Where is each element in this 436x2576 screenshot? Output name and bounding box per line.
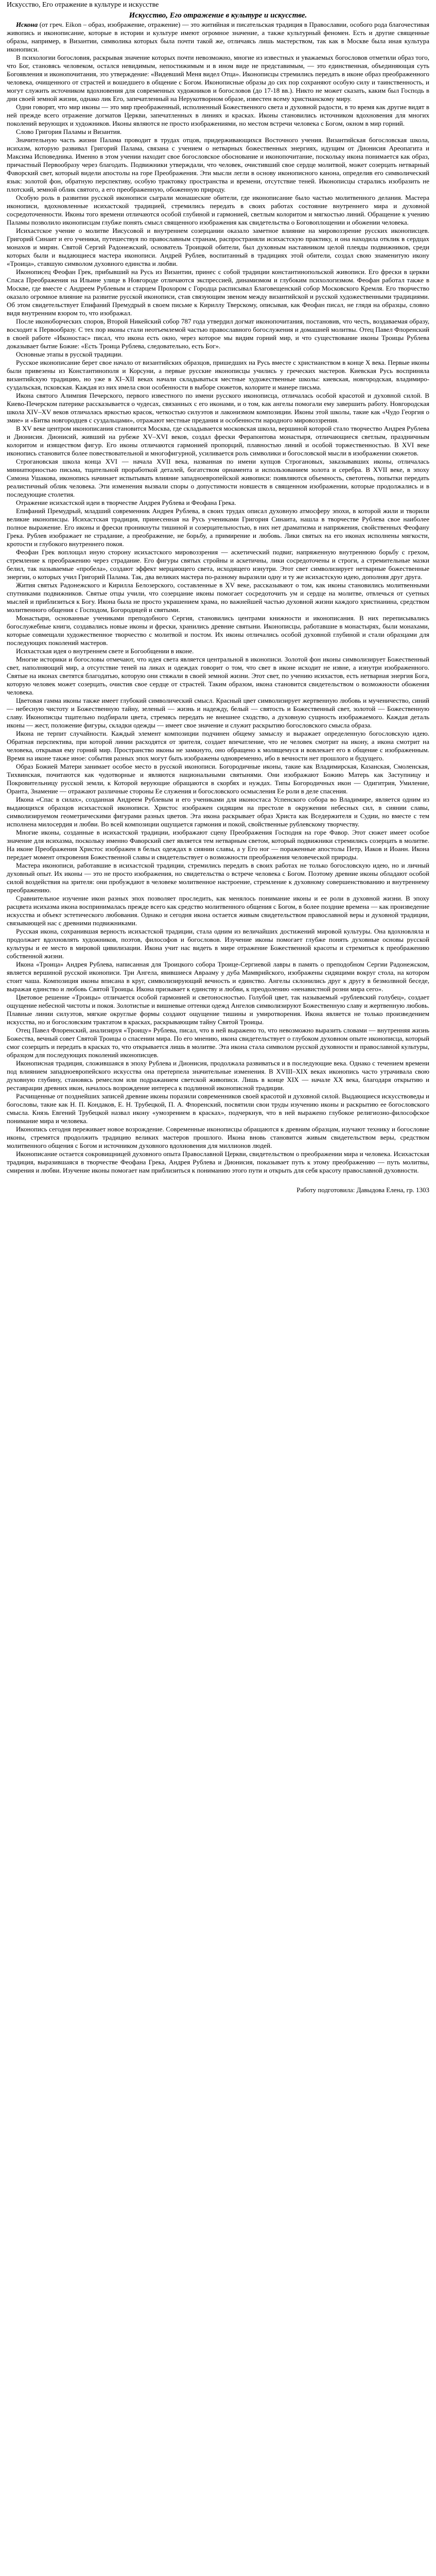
- paragraph: [7, 359, 429, 392]
- paragraph: [7, 697, 429, 730]
- paragraph-text: Многие иконы, созданные в исихастской традиции, изображают сцену Преображения Господня на горе Фавор. Этот сюжет имеет особое значение для исихазма, поскольку именно Фаворский свет является тем нетварным светом, который подвижники стремились созерцать в молитве. На иконе Преображения Христос изображен в белых одеждах в сиянии славы, а у Его ног — пораженные апостолы Петр, Иаков и Иоанн. Икона передает момент откровения Божественной славы и свидетельствует о возможности преображения человеческой природы.: [7, 828, 429, 861]
- paragraph-text: Монастыри, основанные учениками преподобного Сергия, становились центрами книжности и иконописания. В них переписывались богослужебные книги, создавались новые иконы и фрески, хранились древние святыни. Иконописцы, работавшие в монастырях, были монахами, которые совмещали художественное творчество с молитвой и постом. Их иконы отличались особой духовной глубиной и стали образцами для последующих поколений мастеров.: [7, 614, 429, 647]
- paragraph: [7, 499, 429, 507]
- paragraph-text: Одни говорят, что мир иконы — это мир преображенный, исполненный Божественного света и духовной радости, в то время как другие видят в ней прежде всего отражение догматов Церкви, запечатленных в линиях и красках. Иконы становились источником вдохновения для многих поколений верующих и художников. Иконы являются не просто изображениями, но местом встречи человека с Богом, окном в мир горний.: [7, 103, 429, 127]
- paragraph: [7, 350, 429, 359]
- paragraph-text: Цветовая гамма иконы также имеет глубокий символический смысл. Красный цвет символизирует жертвенную любовь и мученичество, синий — небесную чистоту и Божественную тайну, зеленый — жизнь и надежду, белый — святость и Божественный свет, золотой — Божественную славу. Иконописцы тщательно подбирали цвета, стремясь передать не внешнее сходство, а духовную сущность изображаемого. Каждая деталь иконы — жест, положение фигуры, складки одежды — имеет свое значение и служит раскрытию богословского смысла образа.: [7, 697, 429, 729]
- paragraph: [7, 581, 429, 614]
- paragraph: [7, 136, 429, 194]
- paragraph-text: Особую роль в развитии русской иконописи сыграли монашеские обители, где иконописание было частью молитвенного делания. Мастера иконописи, вдохновленные исихастской традицией, стремились передать в своих работах состояние внутреннего мира и духовной сосредоточенности. Иконы того времени отличаются особой глубиной и гармонией, светлым колоритом и мягкостью линий. Обращение к учению Паламы позволило иконописцам глубже понять смысл священного изображения как свидетельства о Боговоплощении и обожении человека.: [7, 194, 429, 226]
- paragraph-text: Расчищенные от позднейших записей древние иконы поразили современников своей красотой и духовной силой. Выдающиеся искусствоведы и богословы, такие как Н. П. Кондаков, Е. Н. Трубецкой, П. А. Флоренский, посвятили свои труды изучению иконы и раскрытию ее богословского смысла. Князь Евгений Трубецкой назвал икону «умозрением в красках», подчеркнув, что в ней выражено глубокое религиозно-философское понимание мира и человека.: [7, 1092, 429, 1125]
- paragraph-text: Икона «Троица» Андрея Рублева, написанная для Троицкого собора Троице-Сергиевой лавры в память о преподобном Сергии Радонежском, является вершиной русской иконописи. Три Ангела, явившиеся Аврааму у дуба Мамврийского, изображены сидящими вокруг стола, на котором стоит чаша. Композиция иконы вписана в круг, символизирующий вечность и единство. Ангелы склонились друг к другу в безмолвной беседе, выражая единство и любовь Святой Троицы. Икона призывает к единству и любви, к преодолению «ненавистной розни мира сего».: [7, 960, 429, 993]
- paragraph-text: Икона не терпит случайности. Каждый элемент композиции подчинен общему замыслу и выражает определенную богословскую идею. Обратная перспектива, при которой линии расходятся от зрителя, создает впечатление, что не человек смотрит на икону, а икона смотрит на человека, открывая ему горний мир. Пространство иконы не замкнуто, оно обращено к молящемуся и вовлекает его в общение с изображенным. Время на иконе также иное: события разных эпох могут быть изображены одновременно, ибо в вечности нет прошлого и будущего.: [7, 730, 429, 762]
- paragraph-text: В психологии богословия, раскрывая значение которых почти невозможно, многие из известных и уважаемых богословов отметили образ того, что Бог, становясь человеком, остался невидимым, непостижимым и в ином виде не представимым, — это единственная, объединяющая суть Богоявления и иконопочитания, это утверждение: «Видевший Меня видел Отца». Иконописцы стремились передать в иконе образ преображенного человека, очищенного от страстей и вошедшего в общение с Богом. Иконописные образы до сих пор сохраняют особую силу и таинственность, и могут служить источником вдохновения для современных художников и богословов (до 17-18 вв.). Никто не может сказать, каким был Господь в дни своей земной жизни, однако лик Его, запечатленный на Нерукотворном образе, известен всему христианскому миру.: [7, 54, 429, 103]
- paragraph-text: Основные этапы в русской традиции.: [16, 350, 123, 358]
- author-signature: Работу подготовила: Давыдова Елена, гр. 1303: [297, 1186, 429, 1194]
- paragraph-text: Феофан Грек воплощал иную сторону исихастского мировоззрения — аскетический подвиг, напряженную внутреннюю борьбу с грехом, стремление к преображению через страдание. Его фигуры святых стройны и аскетичны, лики сосредоточены и строги, а стремительные мазки белил, так называемые «пробела», создают эффект мерцающего света, исходящего изнутри. Этот свет символизирует нетварные божественные энергии, о которых учил Григорий Палама. Так, два великих мастера по-разному выразили одну и ту же исихастскую идею, дополняя друг друга.: [7, 548, 429, 581]
- paragraph: [7, 227, 429, 268]
- paragraph: [7, 1125, 429, 1150]
- paragraph-text: Отец Павел Флоренский, анализируя «Троицу» Рублева, писал, что в ней выражено то, что невозможно выразить словами — внутренняя жизнь Божества, вечный совет Святой Троицы о спасении мира. По его мнению, икона свидетельствует о глубоком духовном опыте иконописца, который смог созерцать и передать в красках то, что открывается лишь в молитве. Эта икона стала символом русской духовности и православной культуры, образцом для последующих поколений иконописцев.: [7, 1026, 429, 1059]
- paragraph-text: Русское иконописание берет свое начало от византийских образцов, пришедших на Русь вместе с христианством в конце X века. Первые иконы были привезены из Константинополя и Корсуни, а первые русские иконописцы учились у греческих мастеров. Киевская Русь восприняла византийскую традицию, но уже в XI–XII веках начали складываться местные художественные школы: киевская, новгородская, владимиро-суздальская, псковская. Каждая из них имела свои особенности в выборе сюжетов, колорите и манере письма.: [7, 359, 429, 391]
- paragraph: [7, 1092, 429, 1125]
- paragraph-text: Значительную часть жизни Палама проводит в трудах отцов, придерживающихся Восточного учения. Византийская богословская школа, исихазм, которую развивал Григорий Палама, связана с учением о нетварных божественных энергиях, идущим от Дионисия Ареопагита и Максима Исповедника. Именно в этом учении находит свое богословское обоснование и иконопочитание, поскольку икона понимается как образ, причастный Первообразу через благодать. Подвижники утверждали, что человек, очистивший свое сердце молитвой, может созерцать нетварный Фаворский свет, который видели апостолы на горе Преображения. Эти мысли легли в основу иконописного канона, определив его символический язык: золотой фон, обратную перспективу, особую трактовку пространства и времени, отсутствие теней. Иконописцы старались изобразить не плотский, земной облик святого, а его преображенную, обоженную природу.: [7, 136, 429, 193]
- paragraph: [7, 54, 429, 103]
- paragraph-text: Икона святого Алимпия Печерского, первого известного по имени русского иконописца, отличалась особой красотой и духовной силой. В Киево-Печерском патерике рассказывается о чудесах, связанных с его иконами, и о том, как ангелы помогали ему завершить работу. Новгородская школа XIV–XV веков отличалась яркостью красок, четкостью силуэтов и лаконизмом композиции. Иконы этой школы, такие как «Чудо Георгия о змие» и «Битва новгородцев с суздальцами», отражают местные предания и особенности народного мировоззрения.: [7, 392, 429, 424]
- paragraph: [7, 1026, 429, 1059]
- paragraph-text: После иконоборческих споров, Второй Никейский собор 787 года утвердил догмат иконопочитания, постановив, что честь, воздаваемая образу, восходит к Первообразу. С тех пор иконы стали неотъемлемой частью православного богослужения и домашней молитвы. Отец Павел Флоренский в своей работе «Иконостас» писал, что икона есть окно, через которое мы видим горний мир, и что существование иконы Троицы Рублева доказывает бытие Божие: «Есть Троица Рублева, следовательно, есть Бог».: [7, 317, 429, 350]
- paragraph: [7, 103, 429, 128]
- paragraph: [7, 762, 429, 795]
- document-body: [7, 21, 429, 1175]
- paragraph: [7, 614, 429, 647]
- paragraph: [7, 927, 429, 960]
- paragraph: [7, 457, 429, 499]
- paragraph: [7, 317, 429, 350]
- paragraph-text: Сравнительное изучение икон разных эпох позволяет проследить, как менялось понимание иконы и ее роли в духовной жизни. В эпоху расцвета исихазма икона воспринималась прежде всего как средство молитвенного общения с Богом, в более поздние времена — как произведение искусства и объект эстетического любования. Однако и сегодня икона остается живым свидетельством православной веры и духовной традиции, связывающей нас с древними подвижниками.: [7, 894, 429, 927]
- paragraph-text: Епифаний Премудрый, младший современник Андрея Рублева, в своих трудах описал духовную атмосферу эпохи, в которой жили и творили великие иконописцы. Исихастская традиция, принесенная на Русь учениками Григория Синаита, нашла в творчестве Рублева свое наиболее полное выражение. Его иконы и фрески проникнуты тишиной и созерцательностью, в них нет драматизма и напряжения, свойственных Феофану Грека. Рублев изображает не страдание, а преображение, не борьбу, а примирение и любовь. Лики святых на его иконах исполнены мягкости, кротости и глубокого внутреннего покоя.: [7, 507, 429, 548]
- paragraph: [7, 1059, 429, 1092]
- page-title: Искусство, Его отражение в культуре и искусстве: [7, 1, 159, 9]
- paragraph: [7, 548, 429, 581]
- paragraph-text: Иконописная традиция, сложившаяся в эпоху Рублева и Дионисия, продолжала развиваться и в последующие века. Однако с течением времени под влиянием западноевропейского искусства она претерпела значительные изменения. В XVIII–XIX веках иконопись часто утрачивала свою духовную глубину, становясь ремеслом или подражанием светской живописи. Лишь в конце XIX — начале XX века, благодаря открытию и реставрации древних икон, началось возрождение интереса к подлинной иконописной традиции.: [7, 1059, 429, 1092]
- paragraph: [7, 795, 429, 828]
- paragraph-text: Цветовое решение «Троицы» отличается особой гармонией и светоносностью. Голубой цвет, так называемый «рублевский голубец», создает ощущение небесной чистоты и покоя. Золотистые и вишневые оттенки одежд Ангелов символизируют Божественную славу и жертвенную любовь. Плавные линии силуэтов, мягкие округлые формы создают ощущение тишины и умиротворения. Икона является не только произведением искусства, но и богословским трактатом в красках, раскрывающим тайну Святой Троицы.: [7, 993, 429, 1026]
- paragraph-text: Мастера иконописи, работавшие в исихастской традиции, стремились передать в своих работах не только богословскую идею, но и личный духовный опыт. Их иконы — это не просто изображения, но свидетельства о встрече человека с Богом. Поэтому древние иконы обладают особой силой воздействия на зрителя: они пробуждают в человеке молитвенное настроение, стремление к духовному совершенствованию и внутреннему преображению.: [7, 861, 429, 894]
- paragraph-text: Русская икона, сохранившая верность исихастской традиции, стала одним из величайших достижений мировой культуры. Она вдохновляла и продолжает вдохновлять художников, поэтов, философов и богословов. Изучение иконы помогает глубже понять духовные основы русской культуры и ее место в мировой цивилизации. Икона учит нас видеть в мире отражение Божественной красоты и стремиться к преображению собственной жизни.: [7, 927, 429, 960]
- paragraph: [7, 828, 429, 861]
- paragraph: [7, 1150, 429, 1175]
- paragraph: [7, 647, 429, 655]
- document-page: [0, 0, 436, 1199]
- paragraph: [7, 993, 429, 1026]
- paragraph: [7, 894, 429, 927]
- paragraph: [7, 21, 429, 54]
- paragraph: [7, 194, 429, 227]
- paragraph-text: Слово Григория Паламы и Византия.: [16, 128, 122, 135]
- paragraph-text: Иконописец Феофан Грек, прибывший на Русь из Византии, принес с собой традиции константинопольской живописи. Его фрески в церкви Спаса Преображения на Ильине улице в Новгороде отличаются экспрессией, динамизмом и глубоким психологизмом. Феофан работал также в Москве, где вместе с Андреем Рублевым и старцем Прохором с Городца расписывал Благовещенский собор Московского Кремля. Его творчество оказало огромное влияние на развитие русской иконописи, став связующим звеном между византийской и русской художественными традициями. Об этом свидетельствует Епифаний Премудрый в своем письме к Кириллу Тверскому, описывая, как Феофан писал, не глядя на образцы, словно видя внутренним взором то, что изображал.: [7, 268, 429, 317]
- paragraph-text: Исихастское учение о молитве Иисусовой и внутреннем созерцании оказало заметное влияние на мировоззрение русских иконописцев. Григорий Синаит и его ученики, путешествуя по православным странам, распространяли исихастскую практику, и она находила отклик в сердцах монахов и мирян. Святой Сергий Радонежский, основатель Троицкой обители, был духовным наставником целой плеяды подвижников, среди которых были и выдающиеся мастера иконописи. Андрей Рублев, воспитанный в традициях этой обители, создал свою знаменитую икону «Троица», ставшую символом духовного единства и любви.: [7, 227, 429, 267]
- paragraph: [7, 128, 429, 136]
- paragraph: [7, 425, 429, 457]
- paragraph-text: Исихастская идея о внутреннем свете и Богообщении в иконе.: [16, 647, 194, 655]
- paragraph-text: Икона «Спас в силах», созданная Андреем Рублевым и его учениками для иконостаса Успенского собора во Владимире, является одним из выдающихся образцов исихастской иконописи. Христос изображен сидящим на престоле в окружении небесных сил, в сиянии славы, символизируемом геометрическими фигурами разных цветов. Эта икона раскрывает образ Христа как Вседержителя и Судии, но вместе с тем исполнена милосердия и любви. Во всей композиции ощущается гармония и покой, свойственные рублевскому творчеству.: [7, 795, 429, 828]
- paragraph: [7, 730, 429, 762]
- paragraph-text: (от греч. Eikon – образ, изображение, отражение) — это житийная и писательская традиция в Православии, особого рода благочестивая живопись и иконописание, которые в истории и культуре имеют огромное значение, а также культурный феномен. Есть и другие священные образы, например, в Византии, символика которых была почти такой же, отличаясь лишь мастерством, так как в Москве была иная культура иконописи.: [7, 21, 429, 53]
- paragraph: [7, 655, 429, 697]
- paragraph-text: Отражение исихастской идеи в творчестве Андрея Рублева и Феофана Грека.: [16, 499, 236, 506]
- paragraph-text: Строгановская школа конца XVI — начала XVII века, названная по имени купцов Строгановых, заказывавших иконы, отличалась миниатюрностью письма, тщательной проработкой деталей, богатством орнамента и использованием золота и серебра. В XVII веке, в эпоху Симона Ушакова, иконопись начинает испытывать влияние западноевропейской живописи: появляются объемность, светотень, попытки передать реалистичный облик человека. Эти изменения вызвали споры о допустимости новшеств в священном изображении, которые продолжались и в последующие столетия.: [7, 457, 429, 498]
- paragraph-text: В XV веке центром иконописания становится Москва, где складывается московская школа, вершиной которой стало творчество Андрея Рублева и Дионисия. Дионисий, живший на рубеже XV–XVI веков, создал фрески Ферапонтова монастыря, отличающиеся светлым, праздничным колоритом и изяществом фигур. Его иконы отличаются гармонией пропорций, плавностью линий и особой торжественностью. В XVI веке иконопись становится более повествовательной и многофигурной, усиливается роль символики и богословской мысли в изображении сюжетов.: [7, 425, 429, 457]
- paragraph-lead: Искона: [16, 21, 38, 28]
- paragraph: [7, 960, 429, 993]
- paragraph-text: Многие историки и богословы отмечают, что идея света является центральной в иконописи. Золотой фон иконы символизирует Божественный свет, наполняющий мир, а отсутствие теней на ликах и одеждах говорит о том, что свет в иконе исходит не извне, а изнутри изображенного. Святые на иконах светятся благодатью, которую они стяжали в своей земной жизни. Этот свет, по учению исихастов, есть нетварная энергия Бога, которую человек может созерцать, очистив свое сердце от страстей. Таким образом, икона становится свидетельством о возможности обожения человека.: [7, 655, 429, 696]
- paragraph: [7, 392, 429, 425]
- paragraph-text: Образ Божией Матери занимает особое место в русской иконописи. Богородичные иконы, такие как Владимирская, Казанская, Смоленская, Тихвинская, почитаются как чудотворные и являются национальными святынями. Они изображают Божию Матерь как Заступницу и Покровительницу русской земли, к Которой верующие обращаются в скорбях и нуждах. Типы Богородичных икон — Одигитрия, Умиление, Оранта, Знамение — отражают различные стороны Ее служения и богословского осмысления Ее роли в деле спасения.: [7, 762, 429, 795]
- paragraph-text: Жития святых Радонежского и Кирилла Белозерского, составленные в XV веке, рассказывают о том, как иконы становились молитвенными спутниками подвижников. Святые отцы учили, что созерцание иконы помогает сосредоточить ум и сердце на молитве, отвлечься от суетных мыслей и приблизиться к Богу. Икона была не просто украшением храма, но важнейшей частью духовной жизни каждого христианина, средством молитвенного общения с Господом, Богородицей и святыми.: [7, 581, 429, 614]
- paragraph-text: Иконопись сегодня переживает новое возрождение. Современные иконописцы обращаются к древним образцам, изучают технику и богословие иконы, стремятся продолжить традицию великих мастеров прошлого. Икона вновь становится живым свидетельством веры, средством молитвенного общения с Богом и источником духовного вдохновения для миллионов людей.: [7, 1125, 429, 1149]
- document-heading: Искусство, Его отражение в культуре и искусстве.: [129, 11, 307, 20]
- paragraph: [7, 507, 429, 548]
- paragraph-text: Иконописание остается сокровищницей духовного опыта Православной Церкви, свидетельством о преображении мира и человека. Исихастская традиция, выразившаяся в творчестве Феофана Грека, Андрея Рублева и Дионисия, показывает путь к этому преображению — путь молитвы, смирения и любви. Изучение иконы помогает нам приблизиться к пониманию этого пути и открыть для себя красоту православной духовности.: [7, 1150, 429, 1174]
- paragraph: [7, 268, 429, 317]
- paragraph: [7, 861, 429, 894]
